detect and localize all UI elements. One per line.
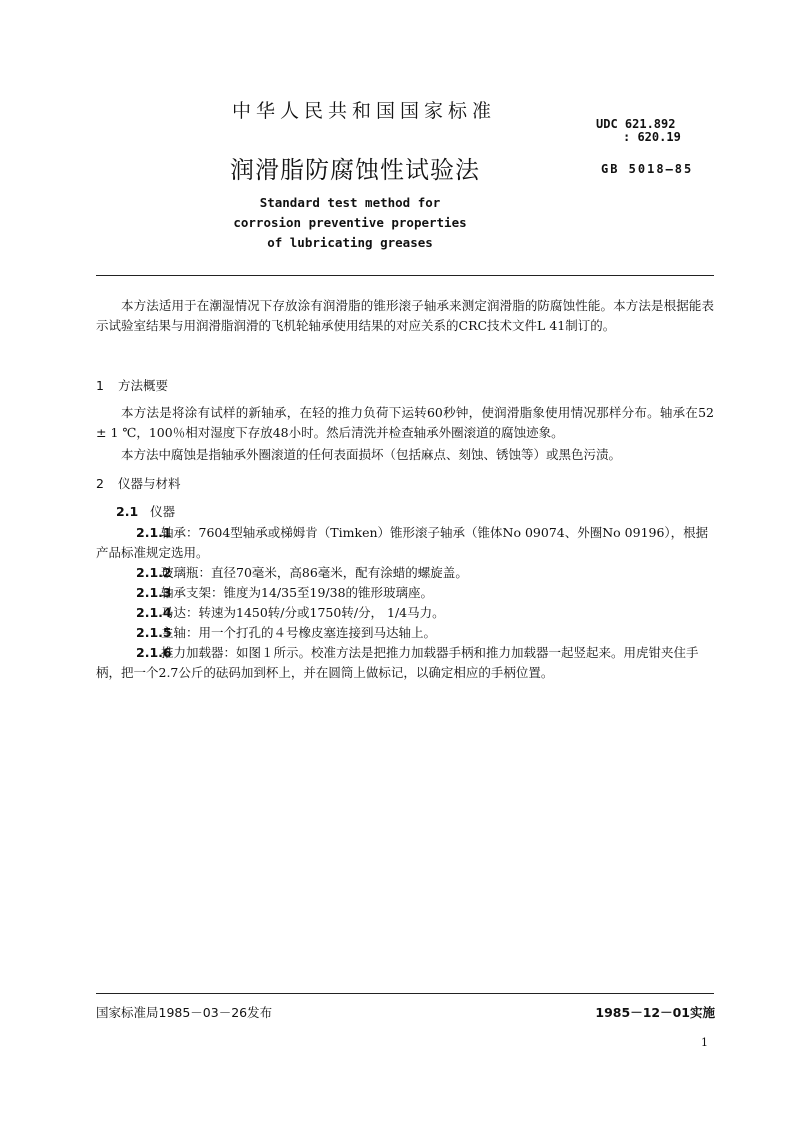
- udc-line-1: UDC 621.892: [596, 117, 676, 131]
- section-2-number: 2: [96, 476, 104, 491]
- header-divider: [96, 275, 714, 276]
- item-2-1-2: [96, 563, 714, 583]
- issue-date: 国家标准局1985－03－26发布: [96, 1005, 273, 1020]
- title-en-line-2: corrosion preventive properties: [233, 215, 467, 230]
- section-1-number: 1: [96, 378, 104, 393]
- page-number: 1: [701, 1036, 708, 1049]
- item-number: 2.1.4: [136, 605, 172, 620]
- subsection-2-1-heading: [96, 502, 714, 522]
- item-text: 玻璃瓶：直径70毫米，高86毫米，配有涂蜡的螺旋盖。: [161, 565, 468, 580]
- item-2-1-4: [96, 603, 714, 623]
- item-2-1-3: [96, 583, 714, 603]
- section-2-heading: [96, 474, 181, 492]
- intro-paragraph: 本方法适用于在潮湿情况下存放涂有润滑脂的锥形滚子轴承来测定润滑脂的防腐蚀性能。本方法是根据能表示试验室结果与用润滑脂润滑的飞机轮轴承使用结果的对应关系的CRC技术文件L 41制订的。: [96, 298, 714, 333]
- item-number: 2.1.6: [136, 645, 172, 660]
- item-2-1-1: [96, 523, 714, 563]
- udc-code: [596, 118, 716, 144]
- item-2-1-5: [96, 623, 714, 643]
- item-number: 2.1.1: [136, 525, 172, 540]
- item-text: 轴承支架：锥度为14/35至19/38的锥形玻璃座。: [161, 585, 434, 600]
- section-1-paragraph-2: 本方法中腐蚀是指轴承外圈滚道的任何表面损坏（包括麻点、刻蚀、锈蚀等）或黑色污渍。: [121, 447, 622, 462]
- document-title-chinese: 润滑脂防腐蚀性试验法: [230, 156, 480, 184]
- item-number: 2.1.3: [136, 585, 172, 600]
- section-1-paragraph-1: 本方法是将涂有试样的新轴承，在轻的推力负荷下运转60秒钟，使润滑脂象使用情况那样分布。轴承在52 ± 1 ℃，100％相对湿度下存放48小时。然后清洗并检查轴承外圈滚道的腐蚀迹象。: [96, 405, 714, 440]
- udc-line-2: : 620.19: [623, 130, 681, 144]
- section-1-title: 方法概要: [118, 378, 169, 393]
- effective-date: 1985－12－01实施: [595, 1005, 715, 1020]
- subsection-2-1-number: 2.1: [116, 504, 139, 519]
- document-title-english: [200, 193, 500, 253]
- title-en-line-1: Standard test method for: [259, 195, 441, 210]
- section-2-title: 仪器与材料: [118, 476, 181, 491]
- item-text: 马达：转速为1450转/分或1750转/分， 1/4马力。: [161, 605, 445, 620]
- section-1-heading: [96, 376, 168, 394]
- issuing-country-standard: 中华人民共和国国家标准: [232, 100, 497, 122]
- item-text: 推力加载器：如图１所示。校准方法是把推力加载器手柄和推力加载器一起竖起来。用虎钳夹住手柄，把一个2.7公斤的砝码加到杯上，并在圆筒上做标记，以确定相应的手柄位置。: [96, 645, 699, 680]
- footer-divider: [96, 993, 714, 994]
- item-2-1-6: [96, 643, 714, 683]
- title-en-line-3: of lubricating greases: [267, 235, 433, 250]
- gb-standard-number: GB 5018—85: [601, 162, 694, 176]
- subsection-2-1-title: 仪器: [150, 504, 176, 519]
- item-number: 2.1.2: [136, 565, 172, 580]
- item-number: 2.1.5: [136, 625, 172, 640]
- item-text: 主轴：用一个打孔的４号橡皮塞连接到马达轴上。: [161, 625, 437, 640]
- item-text: 轴承：7604型轴承或梯姆肯（Timken）锥形滚子轴承（锥体No 09074、外圈No 09196），根据产品标准规定选用。: [96, 525, 709, 560]
